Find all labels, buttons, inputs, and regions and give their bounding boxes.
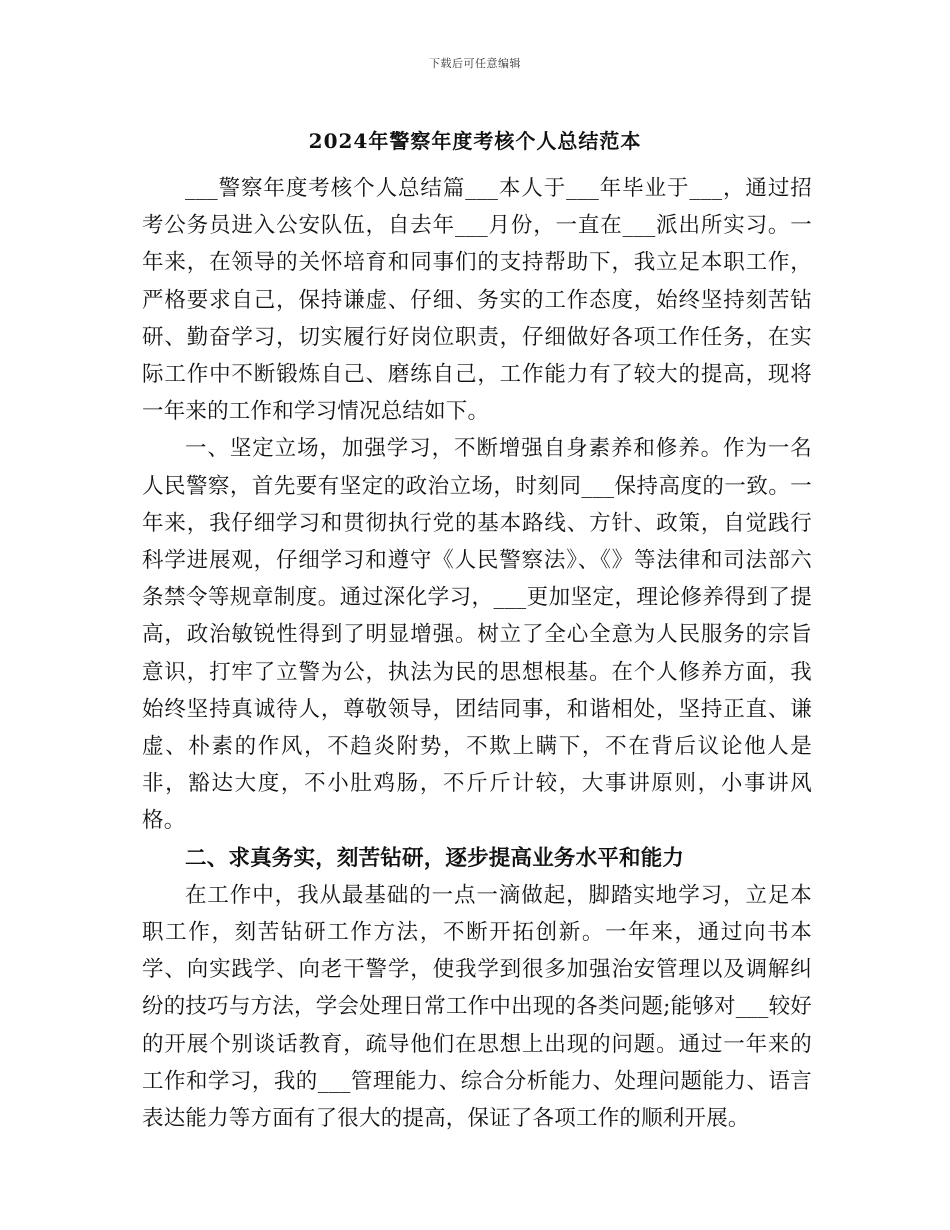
paragraph-section-1: 一、坚定立场，加强学习，不断增强自身素养和修养。作为一名人民警察，首先要有坚定的政治立场，时刻同___保持高度的一致。一年来，我仔细学习和贯彻执行党的基本路线、方针、政策，自觉践行科学进展观，仔细学习和遵守《人民警察法》、《》等法律和司法部六条禁令等规章制度。通过深化学习，___更加坚定，理论修养得到了提高，政治敏锐性得到了明显增强。树立了全心全意为人民服务的宗旨意识，打牢了立警为公，执法为民的思想根基。在个人修养方面，我始终坚持真诚待人，尊敬领导，团结同事，和谐相处，坚持正直、谦虚、朴素的作风，不趋炎附势，不欺上瞒下，不在背后议论他人是非，豁达大度，不小肚鸡肠，不斤斤计较，大事讲原则，小事讲风格。: [142, 436, 812, 834]
document-title: 2024年警察年度考核个人总结范本: [308, 129, 642, 153]
header-note: 下载后可任意编辑: [429, 57, 521, 70]
document-body: [142, 170, 812, 1137]
paragraph-section-2: 在工作中，我从最基础的一点一滴做起，脚踏实地学习，立足本职工作，刻苦钻研工作方法，不断开拓创新。一年来，通过向书本学、向实践学、向老干警学，使我学到很多加强治安管理以及调解纠纷的技巧与方法，学会处理日常工作中出现的各类问题;能够对___较好的开展个别谈话教育，疏导他们在思想上出现的问题。通过一年来的工作和学习，我的___管理能力、综合分析能力、处理问题能力、语言表达能力等方面有了很大的提高，保证了各项工作的顺利开展。: [142, 882, 812, 1132]
paragraph-intro: ___警察年度考核个人总结篇___本人于___年毕业于___，通过招考公务员进入公安队伍，自去年___月份，一直在___派出所实习。一年来，在领导的关怀培育和同事们的支持帮助下，我立足本职工作，严格要求自己，保持谦虚、仔细、务实的工作态度，始终坚持刻苦钻研、勤奋学习，切实履行好岗位职责，仔细做好各项工作任务，在实际工作中不断锻炼自己、磨练自己，工作能力有了较大的提高，现将一年来的工作和学习情况总结如下。: [142, 176, 812, 425]
section-heading-2: 二、求真务实，刻苦钻研，逐步提高业务水平和能力: [185, 845, 685, 871]
